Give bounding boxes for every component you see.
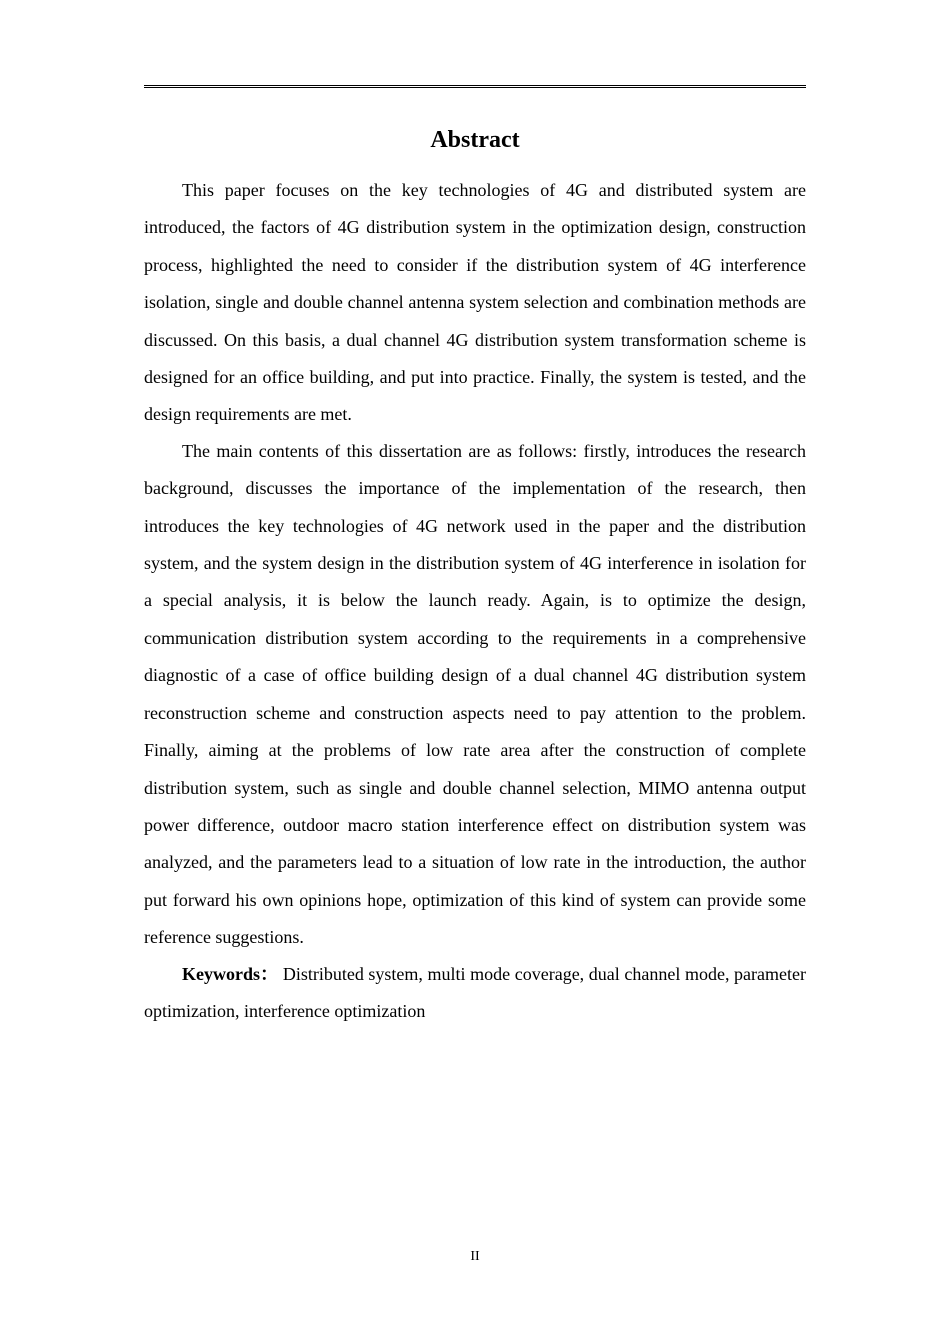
keywords-label: Keywords： <box>182 963 279 984</box>
abstract-section <box>144 122 806 1030</box>
keywords-paragraph <box>144 956 806 1031</box>
abstract-paragraph-1: This paper focuses on the key technologies of 4G and distributed system are introduced, the factors of 4G distribution system in the optimization design, construction process, highlighted the need to consider if the distribution system of 4G interference isolation, single and double channel antenna system selection and combination methods are discussed. On this basis, a dual channel 4G distribution system transformation scheme is designed for an office building, and put into practice. Finally, the system is tested, and the design requirements are met. <box>144 180 806 425</box>
header-rule <box>144 85 806 88</box>
keywords-text: Distributed system, multi mode coverage, dual channel mode, parameter optimization, interference optimization <box>144 963 807 1021</box>
page-title: Abstract <box>430 127 520 153</box>
page-number: II <box>470 1249 480 1264</box>
abstract-paragraph-2: The main contents of this dissertation are as follows: firstly, introduces the research background, discusses the importance of the implementation of the research, then introduces the key technologies of 4G network used in the paper and the distribution system, and the system design in the distribution system of 4G interference in isolation for a special analysis, it is below the launch ready. Again, is to optimize the design, communication distribution system according to the requirements in a comprehensive diagnostic of a case of office building design of a dual channel 4G distribution system reconstruction scheme and construction aspects need to pay attention to the problem. Finally, aiming at the problems of low rate area after the construction of complete distribution system, such as single and double channel selection, MIMO antenna output power difference, outdoor macro station interference effect on distribution system was analyzed, and the parameters lead to a situation of low rate in the introduction, the author put forward his own opinions hope, optimization of this kind of system can provide some reference suggestions. <box>144 440 806 948</box>
